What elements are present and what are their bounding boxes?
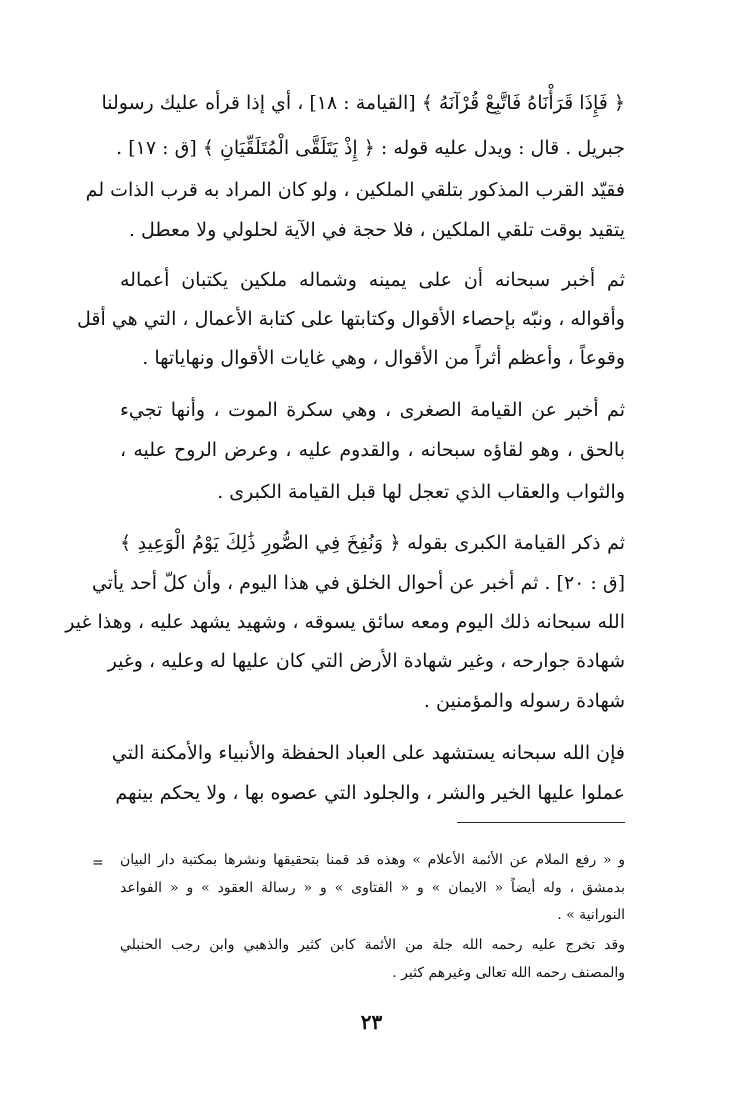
text-line: [ق : ٢٠] . ثم أخبر عن أحوال الخلق في هذا اليوم ، وأن كلّ أحد يأتي [91,572,625,594]
text-line: ثم أخبر عن القيامة الصغرى ، وهي سكرة الموت ، وأنها تجيء [120,399,625,421]
text-line: شهادة رسوله والمؤمنين . [423,690,625,712]
text-line: جبريل . قال : ويدل عليه قوله : ﴿ إِذْ يَتَلَقَّى الْمُتَلَقِّيَانِ ﴾ [ق : ١٧] . [116,137,625,159]
text-line: الله سبحانه ذلك اليوم ومعه سائق يسوقه ، وشهيد يشهد عليه ، وهذا غير [65,611,625,633]
text-line: يتقيد بوقت تلقي الملكين ، فلا حجة في الآية لحلولي ولا معطل . [128,219,625,241]
footnote-line: بدمشق ، وله أيضاً « الايمان » و « الفتاوى » و « رسالة العقود » و « الفواعد [120,880,625,896]
page-number: ٢٣ [360,1010,383,1034]
text-line: شهادة جوارحه ، وغير شهادة الأرض التي كان عليها له وعليه ، وغير [107,650,625,672]
text-line: ثم ذكر القيامة الكبرى بقوله ﴿ وَنُفِخَ فِي الصُّورِ ذَٰلِكَ يَوْمُ الْوَعِيدِ ﴾ [120,532,625,554]
footnote-separator [457,822,625,823]
text-line: وقوعاً ، وأعظم أثراً من الأقوال ، وهي غايات الأقوال ونهاياتها . [142,347,625,369]
text-line: فإن الله سبحانه يستشهد على العباد الحفظة والأنبياء والأمكنة التي [111,742,625,764]
footnote-continuation-marker: = [92,855,104,871]
footnote-line: النورانية » . [557,907,625,923]
text-line: بالحق ، وهو لقاؤه سبحانه ، والقدوم عليه ، وعرض الروح عليه ، [120,439,625,461]
footnote-line: والمصنف رحمه الله تعالى وغيرهم كثير . [392,965,625,981]
text-line: والثواب والعقاب الذي تعجل لها قبل القيامة الكبرى . [217,481,625,503]
text-line: ﴿ فَإِذَا قَرَأْنَاهُ فَاتَّبِعْ قُرْآنَهُ ﴾ [القيامة : ١٨] ، أي إذا قرأه عليك رسولنا [101,92,625,114]
text-line: وأقواله ، ونبّه بإحصاء الأقوال وكتابتها على كتابة الأعمال ، التي هي أقل [77,308,625,330]
text-line: ثم أخبر سبحانه أن على يمينه وشماله ملكين يكتبان أعماله [120,269,625,291]
footnote-line: وقد تخرج عليه رحمه الله جلة من الأئمة كابن كثير والذهبي وابن رجب الحنبلي [120,937,625,953]
text-line: فقيّد القرب المذكور بتلقي الملكين ، ولو كان المراد به قرب الذات لم [85,179,625,201]
text-line: عملوا عليها الخير والشر ، والجلود التي عصوه بها ، ولا يحكم بينهم [115,782,625,804]
footnote-line: و « رفع الملام عن الأئمة الأعلام » وهذه قد قمنا بتحقيقها ونشرها بمكتبة دار البيان [120,852,625,868]
